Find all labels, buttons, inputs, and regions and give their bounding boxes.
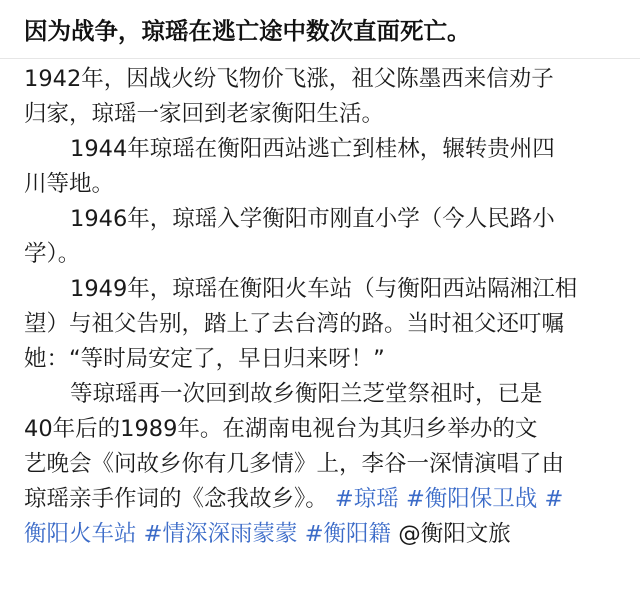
- hashtag-link[interactable]: #衡阳籍: [304, 521, 392, 547]
- text-line: 1942年，因战火纷飞物价飞涨，祖父陈墨西来信劝子: [24, 66, 554, 92]
- text-line: 1944年琼瑶在衡阳西站逃亡到桂林，辗转贵州四: [70, 136, 555, 162]
- hashtag-link[interactable]: 衡阳火车站: [24, 521, 137, 547]
- text-line: 归家，琼瑶一家回到老家衡阳生活。: [24, 101, 385, 127]
- mention-link[interactable]: @衡阳文旅: [398, 521, 511, 547]
- hashtag-link[interactable]: #: [544, 486, 564, 512]
- text-segment: 琼瑶亲手作词的《念我故乡》。: [24, 486, 328, 512]
- hashtag-link[interactable]: #情深深雨蒙蒙: [143, 521, 298, 547]
- hashtag-link[interactable]: #衡阳保卫战: [405, 486, 538, 512]
- text-line: 1946年，琼瑶入学衡阳市刚直小学（今人民路小: [70, 206, 555, 232]
- text-line: 1949年，琼瑶在衡阳火车站（与衡阳西站隔湘江相: [70, 276, 578, 302]
- text-line: 川等地。: [24, 171, 115, 197]
- text-line: 40年后的1989年。在湖南电视台为其归乡举办的文: [24, 416, 538, 442]
- text-line: 艺晚会《问故乡你有几多情》上，李谷一深情演唱了由: [24, 451, 565, 477]
- text-line: 望）与祖父告别，踏上了去台湾的路。当时祖父还叮嘱: [24, 311, 565, 337]
- text-line: 等琼瑶再一次回到故乡衡阳兰芝堂祭祖时，已是: [70, 381, 543, 407]
- post-title: 因为战争，琼瑶在逃亡途中数次直面死亡。: [24, 17, 471, 45]
- post-body: [24, 62, 624, 552]
- text-line: 学）。: [24, 241, 81, 267]
- text-line: [24, 482, 624, 517]
- hashtag-link[interactable]: #琼瑶: [334, 486, 399, 512]
- divider: [0, 58, 640, 59]
- text-line: [24, 517, 624, 552]
- text-line: 她：“等时局安定了，早日归来呀！”: [24, 346, 385, 372]
